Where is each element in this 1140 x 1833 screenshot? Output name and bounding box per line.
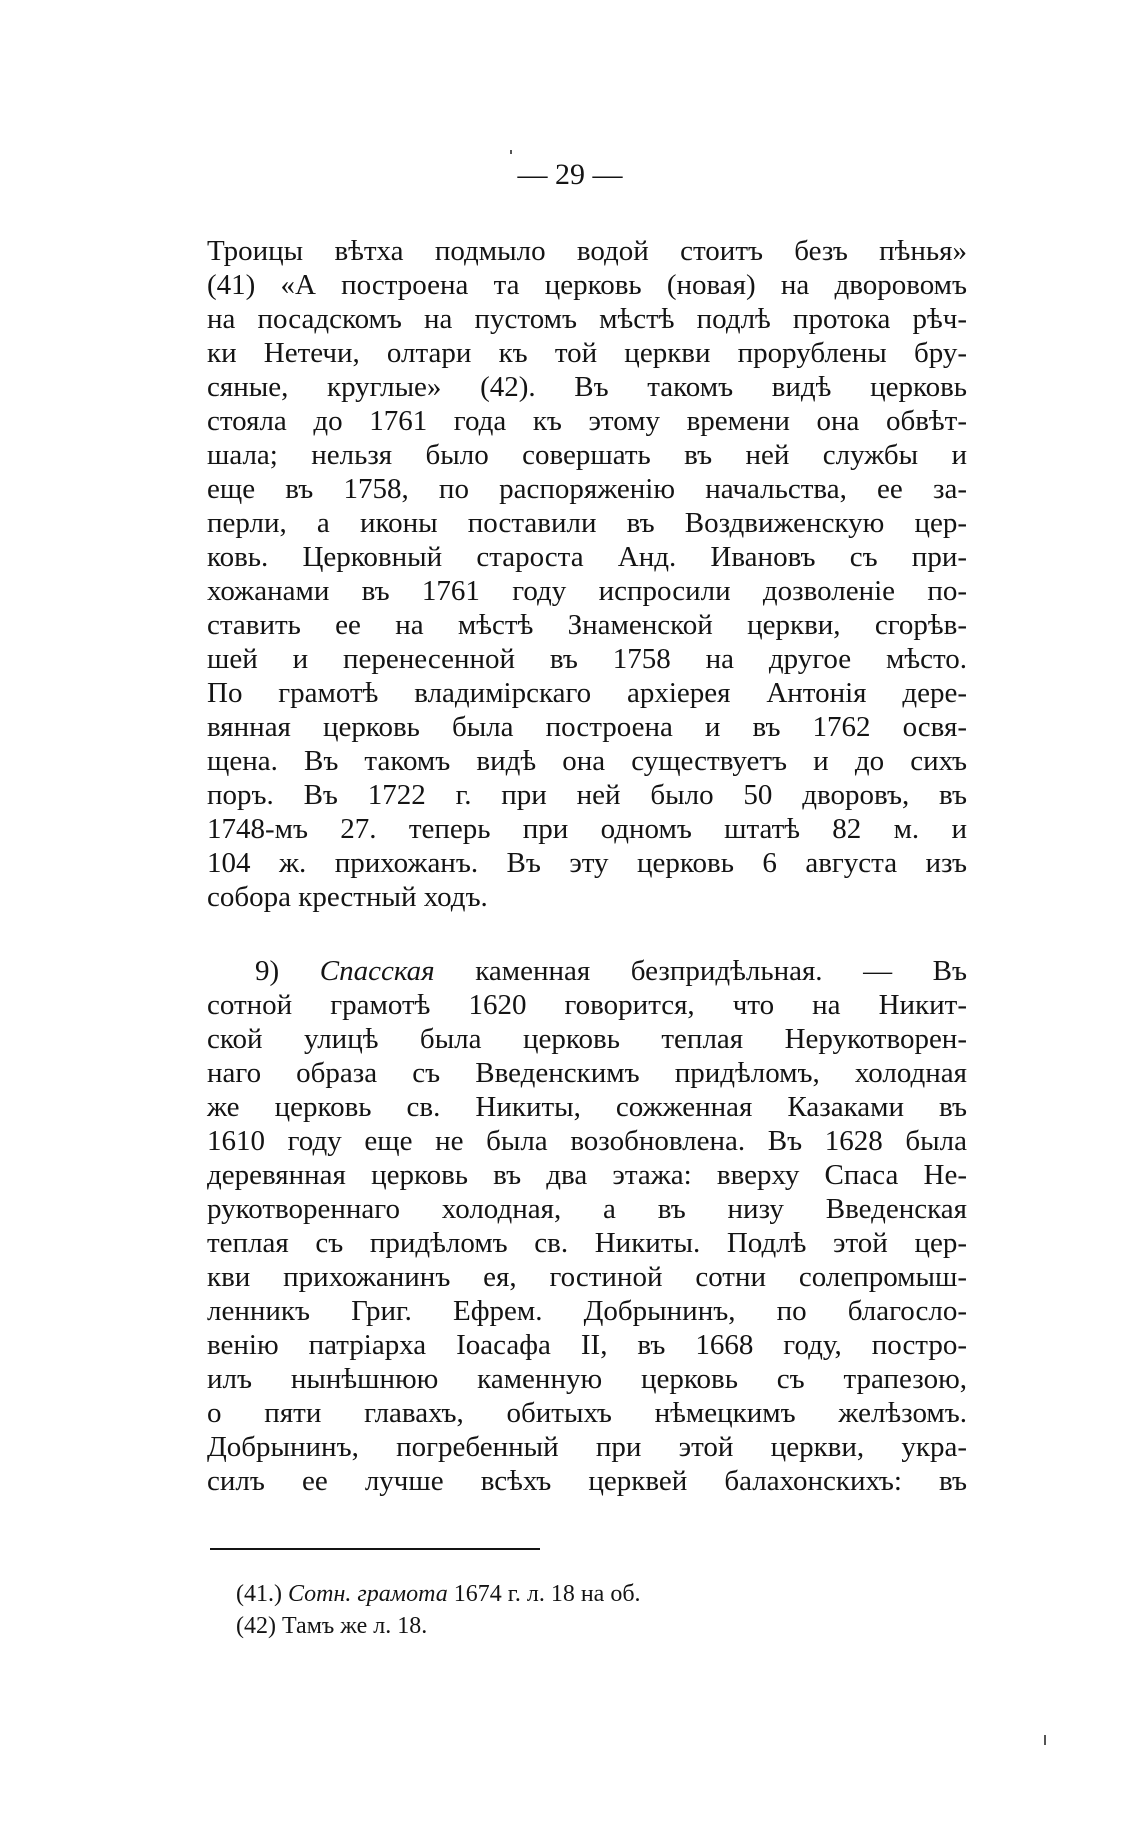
footnote-41: [236, 1578, 796, 1610]
text-line: поръ. Въ 1722 г. при ней было 50 дворовъ, въ: [207, 779, 967, 811]
text-line: перли, а иконы поставили въ Воздвиженскую цер-: [207, 507, 967, 539]
scan-speck: [1044, 1735, 1046, 1745]
scan-speck: [510, 150, 512, 154]
text-line: наго образа съ Введенскимъ придѣломъ, холодная: [207, 1057, 967, 1089]
text-line: 104 ж. прихожанъ. Въ эту церковь 6 августа изъ: [207, 847, 967, 879]
text-line: деревянная церковь въ два этажа: вверху Спаса Не-: [207, 1159, 967, 1191]
text-line: еще въ 1758, по распоряженію начальства, ее за-: [207, 473, 967, 505]
text-line: шала; нельзя было совершать въ ней службы и: [207, 439, 967, 471]
text-line: По грамотѣ владимірскаго архіерея Антонія дере-: [207, 677, 967, 709]
section-title: Спасская: [319, 955, 435, 987]
text-line: (41) «А построена та церковь (новая) на дворовомъ: [207, 269, 967, 301]
text-line: силъ ее лучше всѣхъ церквей балахонскихъ: въ: [207, 1465, 967, 1497]
text-line: венію патріарха Іоасафа II, въ 1668 году, постро-: [207, 1329, 967, 1361]
section-number: 9): [255, 955, 280, 987]
paragraph-2: [207, 954, 967, 1498]
text-line: 1748-мъ 27. теперь при одномъ штатѣ 82 м. и: [207, 813, 967, 845]
section-heading-rest: каменная безпридѣльная. — Въ: [475, 955, 968, 987]
text-line: илъ нынѣшнюю каменную церковь съ трапезою,: [207, 1363, 967, 1395]
text-line: же церковь св. Никиты, сожженная Казаками въ: [207, 1091, 967, 1123]
text-line: кви прихожанинъ ея, гостиной сотни солепромыш-: [207, 1261, 967, 1293]
text-line: теплая съ придѣломъ св. Никиты. Подлѣ этой цер-: [207, 1227, 967, 1259]
text-line: ковь. Церковный староста Анд. Ивановъ съ при-: [207, 541, 967, 573]
section-heading-line: [207, 954, 967, 988]
footnote-divider: [210, 1548, 540, 1550]
text-line: ки Нетечи, олтари къ той церкви прорублены бру-: [207, 337, 967, 369]
text-line: собора крестный ходъ.: [207, 881, 488, 913]
text-line: ставить ее на мѣстѣ Знаменской церкви, сгорѣв-: [207, 609, 967, 641]
text-line: рукотвореннаго холодная, а въ низу Введенская: [207, 1193, 967, 1225]
text-line: стояла до 1761 года къ этому времени она обвѣт-: [207, 405, 967, 437]
footnote-mark: (41.): [236, 1581, 282, 1607]
text-line: вянная церковь была построена и въ 1762 освя-: [207, 711, 967, 743]
text-line: о пяти главахъ, обитыхъ нѣмецкимъ желѣзомъ.: [207, 1397, 967, 1429]
text-line: сяные, круглые» (42). Въ такомъ видѣ церковь: [207, 371, 967, 403]
page-number: — 29 —: [517, 158, 623, 191]
footnotes: [236, 1578, 796, 1642]
text-line: ской улицѣ была церковь теплая Нерукотворен-: [207, 1023, 967, 1055]
text-line: 1610 году еще не была возобновлена. Въ 1628 была: [207, 1125, 967, 1157]
footnote-source: Сотн. грамота: [287, 1581, 448, 1607]
footnote-42: [236, 1610, 796, 1642]
text-line: хожанами въ 1761 году испросили дозволеніе по-: [207, 575, 967, 607]
text-line: Добрынинъ, погребенный при этой церкви, укра-: [207, 1431, 967, 1463]
text-line: шей и перенесенной въ 1758 на другое мѣсто.: [207, 643, 967, 675]
paragraph-1: [207, 234, 967, 914]
footnote-text: 1674 г. л. 18 на об.: [453, 1581, 641, 1607]
text-line: щена. Въ такомъ видѣ она существуетъ и до сихъ: [207, 745, 967, 777]
text-line: сотной грамотѣ 1620 говорится, что на Никит-: [207, 989, 967, 1021]
text-line: Троицы вѣтха подмыло водой стоитъ безъ пѣнья»: [207, 235, 967, 267]
footnote-text: Тамъ же л. 18.: [281, 1613, 428, 1639]
footnote-mark: (42): [236, 1613, 276, 1639]
text-line: на посадскомъ на пустомъ мѣстѣ подлѣ протока рѣч-: [207, 303, 967, 335]
text-line: ленникъ Григ. Ефрем. Добрынинъ, по благосло-: [207, 1295, 967, 1327]
